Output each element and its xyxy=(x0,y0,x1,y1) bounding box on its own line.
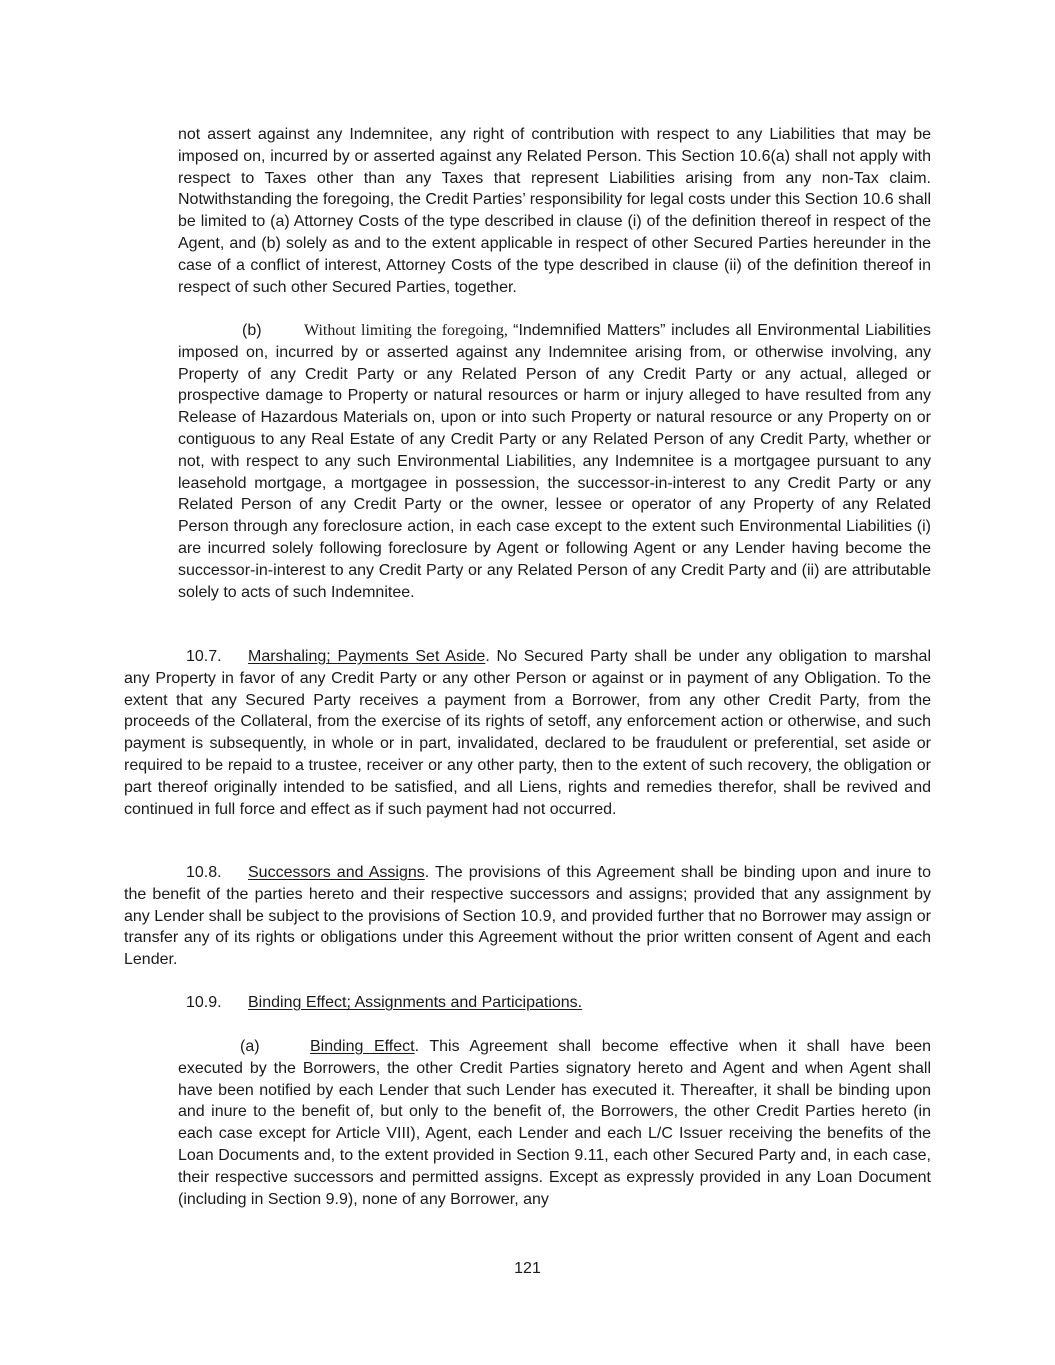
paragraph-text: . This Agreement shall become effective when it shall have been executed by the Borrowers, the other Credit Parties signatory hereto and Agent and when Agent shall have been notified by each Lender that such Lender has executed it. Thereafter, it shall be binding upon and inure to the benefit of, but only to the benefit of, the Borrowers, the other Credit Parties hereto (in each case except for Article VIII), Agent, each Lender and each L/C Issuer receiving the benefits of the Loan Documents and, to the extent provided in Section 9.11, each other Secured Party and, in each case, their respective successors and permitted assigns. Except as expressly provided in any Loan Document (including in Section 9.9), none of any Borrower, any xyxy=(178,1038,932,1208)
clause-marker: (a) xyxy=(240,1038,260,1055)
section-heading: Binding Effect; Assignments and Participations. xyxy=(248,994,583,1011)
paragraph-text: . No Secured Party shall be under any obligation to marshal any Property in favor of any Credit Party or any other Person or against or in payment of any Obligation. To the extent that any Secured Party receives a payment from a Borrower, from any other Credit Party, from the proceeds of the Collateral, from the exercise of its rights of setoff, any enforcement action or otherwise, and such payment is subsequently, in whole or in part, invalidated, declared to be fraudulent or preferential, set aside or required to be repaid to a trustee, receiver or any other party, then to the extent of such recovery, the obligation or part thereof originally intended to be satisfied, and all Liens, rights and remedies therefor, shall be revived and continued in full force and effect as if such payment had not occurred. xyxy=(124,648,931,818)
section-number: 10.7. xyxy=(186,648,222,665)
clause-intro: Without limiting the foregoing, xyxy=(304,322,514,339)
section-10-7 xyxy=(124,646,931,820)
section-heading: Successors and Assigns xyxy=(248,864,425,881)
section-number: 10.8. xyxy=(186,864,222,881)
paragraph-10-6-b xyxy=(178,320,931,603)
paragraph-10-6-a-continuation xyxy=(178,124,931,298)
section-heading: Marshaling; Payments Set Aside xyxy=(248,648,486,665)
paragraph-10-9-a xyxy=(178,1036,931,1210)
paragraph-text: includes all Environmental Liabilities imposed on, incurred by or asserted against any Indemnitee arising from, or otherwise involving, any Property of any Credit Party or any Related Person of any Credit Party or any actual, alleged or prospective damage to Property or natural resources or harm or injury alleged to have resulted from any Release of Hazardous Materials on, upon or into such Property or natural resource or any Property on or contiguous to any Real Estate of any Credit Party or any Related Person of any Credit Party, whether or not, with respect to any such Environmental Liabilities, any Indemnitee is a mortgagee pursuant to any leasehold mortgage, a mortgagee in possession, the successor-in-interest to any Credit Party or any Related Person of any Credit Party or the owner, lessee or operator of any Property of any Related Person through any foreclosure action, in each case except to the extent such Environmental Liabilities (i) are incurred solely following foreclosure by Agent or following Agent or any Lender having become the successor-in-interest to any Credit Party or any Related Person of any Credit Party and (ii) are attributable solely to acts of such Indemnitee. xyxy=(178,322,931,601)
paragraph-text: . The provisions of this Agreement shall be binding upon and inure to the benefit of the parties hereto and their respective successors and assigns; provided that any assignment by any Lender shall be subject to the provisions of Section 10.9, and provided further that no Borrower may assign or transfer any of its rights or obligations under this Agreement without the prior written consent of Agent and each Lender. xyxy=(124,864,932,969)
section-number: 10.9. xyxy=(186,994,222,1011)
section-10-8 xyxy=(124,862,931,971)
paragraph-text: not assert against any Indemnitee, any right of contribution with respect to any Liabilities that may be imposed on, incurred by or asserted against any Related Person. This Section 10.6(a) shall not apply with respect to Taxes other than any Taxes that represent Liabilities arising from any non-Tax claim. Notwithstanding the foregoing, the Credit Parties’ responsibility for legal costs under this Section 10.6 shall be limited to (a) Attorney Costs of the type described in clause (i) of the definition thereof in respect of the Agent, and (b) solely as and to the extent applicable in respect of other Secured Parties hereunder in the case of a conflict of interest, Attorney Costs of the type described in clause (ii) of the definition thereof in respect of such other Secured Parties, together. xyxy=(178,126,931,296)
clause-marker: (b) xyxy=(242,322,262,339)
section-10-9 xyxy=(186,992,582,1014)
defined-term: “Indemnified Matters” xyxy=(513,322,666,339)
page-number: 121 xyxy=(514,1260,541,1277)
clause-heading: Binding Effect xyxy=(310,1038,415,1055)
